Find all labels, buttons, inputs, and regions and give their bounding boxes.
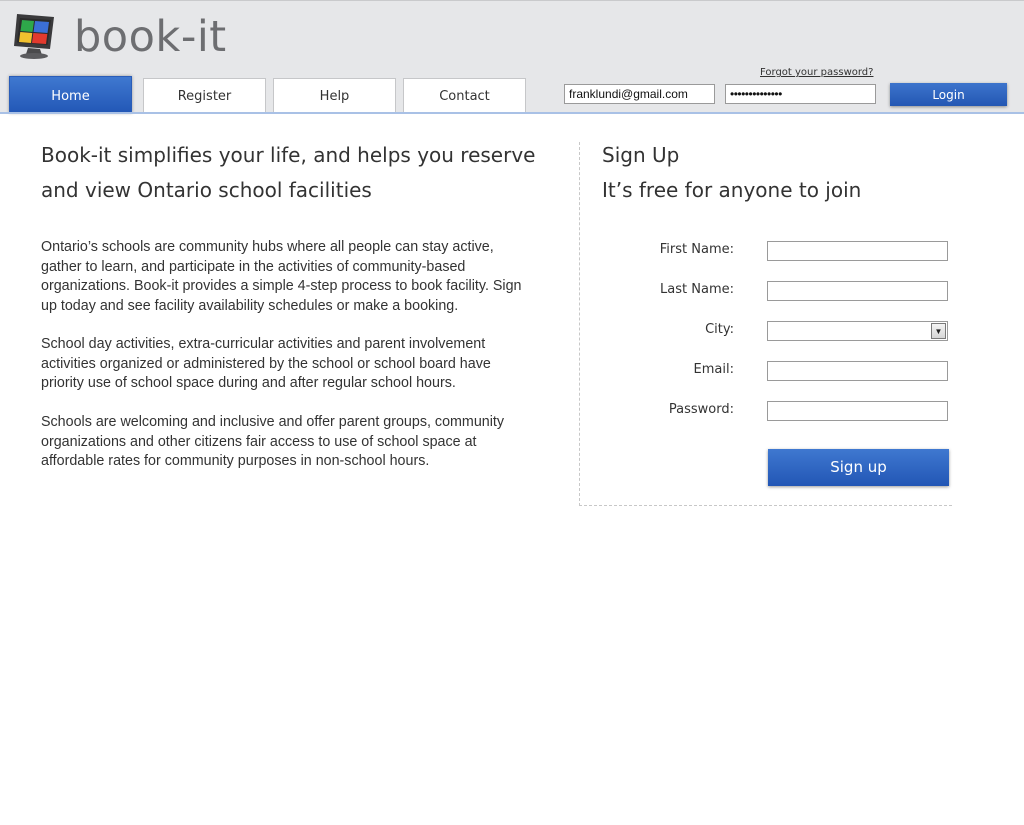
city-label: City:: [705, 322, 734, 337]
header-divider: [0, 112, 1024, 114]
first-name-label: First Name:: [659, 242, 734, 257]
intro-paragraph-1: Ontario’s schools are community hubs where all people can stay active, gather to learn, and participate in the activities of community-based organizations. Book-it provides a simple 4-step process to book facility. Sign up today and see facility availability schedules or make a booking.: [41, 239, 522, 314]
email-label: Email:: [693, 362, 734, 377]
header: [0, 0, 1024, 113]
tab-contact[interactable]: Contact: [403, 78, 526, 113]
monitor-logo-icon[interactable]: [14, 14, 56, 60]
last-name-input[interactable]: [767, 281, 948, 301]
signup-heading: [602, 138, 861, 208]
email-field[interactable]: [767, 361, 948, 381]
password-field[interactable]: [767, 401, 948, 421]
intro-paragraph-3: Schools are welcoming and inclusive and offer parent groups, community organizations and other citizens fair access to use of school space at affordable rates for community purposes in non-school hours.: [41, 414, 505, 469]
login-button[interactable]: Login: [890, 83, 1007, 106]
signup-title: Sign Up: [602, 143, 680, 167]
intro-paragraph-2: School day activities, extra-curricular activities and parent involvement activities organized or administered by the school or school board have priority use of school space during and after regular school hours.: [41, 336, 491, 391]
tab-home[interactable]: Home: [9, 76, 132, 113]
first-name-input[interactable]: [767, 241, 948, 261]
password-label: Password:: [668, 402, 734, 417]
chevron-down-icon[interactable]: ▼: [931, 323, 946, 339]
city-select[interactable]: [767, 321, 948, 341]
login-password-input[interactable]: ••••••••••••••: [725, 84, 876, 104]
page-headline: [41, 138, 561, 208]
signup-button[interactable]: Sign up: [768, 449, 949, 486]
signup-subtitle: It’s free for anyone to join: [602, 178, 862, 202]
headline-line-1: Book-it simplifies your life, and helps you reserve: [41, 143, 536, 167]
tab-help[interactable]: Help: [273, 78, 396, 113]
tab-register[interactable]: Register: [143, 78, 266, 113]
headline-line-2: and view Ontario school facilities: [41, 178, 372, 202]
last-name-label: Last Name:: [660, 282, 734, 297]
forgot-password-link[interactable]: Forgot your password?: [760, 67, 874, 78]
brand-logo-text[interactable]: book-it: [74, 12, 227, 62]
login-email-input[interactable]: franklundi@gmail.com: [564, 84, 715, 104]
